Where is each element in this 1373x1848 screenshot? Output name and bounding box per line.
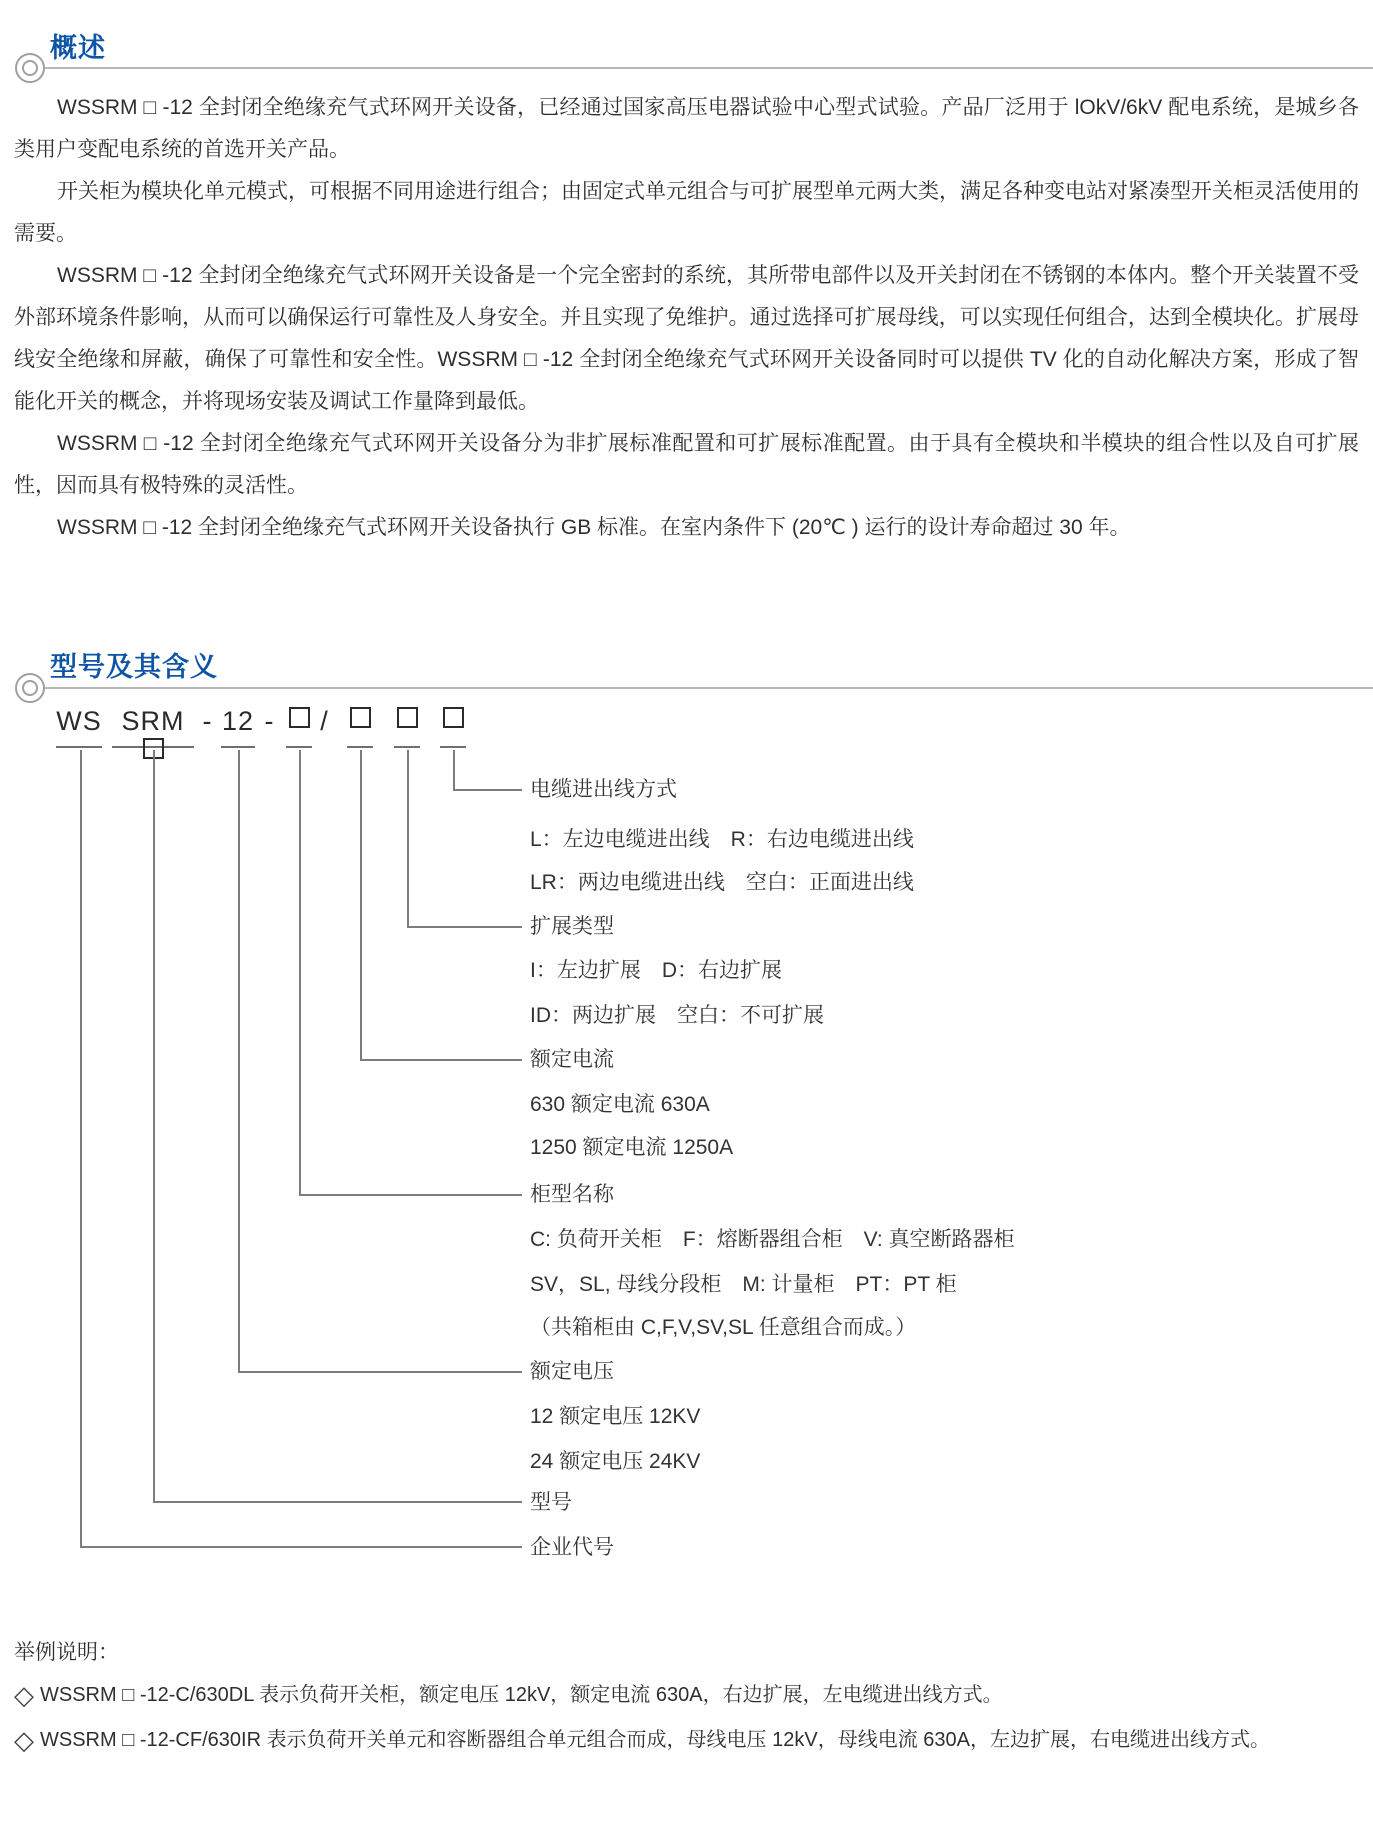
model-code-dash: - xyxy=(264,706,274,736)
label-cabinet-name-title: 柜型名称 xyxy=(530,1183,614,1206)
section-bullet-inner-ring xyxy=(22,60,38,76)
overview-paragraphs xyxy=(14,87,1359,549)
label-enterprise-code-title: 企业代号 xyxy=(530,1536,614,1559)
model-placeholder-box xyxy=(350,707,371,728)
label-rated-current-option: 1250 额定电流 1250A xyxy=(530,1136,734,1159)
section-bullet-icon xyxy=(15,53,45,83)
diamond-bullet-icon: ◇ xyxy=(14,1680,34,1710)
label-rated-current-option: 630 额定电流 630A xyxy=(530,1093,710,1116)
overview-paragraph: 开关柜为模块化单元模式，可根据不同用途进行组合；由固定式单元组合与可扩展型单元两大类，满足各种变电站对紧凑型开关柜灵活使用的需要。 xyxy=(14,180,1359,245)
label-cabinet-name-option: C: 负荷开关柜 F：熔断器组合柜 V: 真空断路器柜 xyxy=(530,1228,1015,1251)
label-cable-entry-title: 电缆进出线方式 xyxy=(530,778,677,801)
model-voltage-text: 12 xyxy=(221,706,255,736)
examples-heading: 举例说明： xyxy=(14,1641,119,1664)
label-cable-entry-option: LR：两边电缆进出线 空白：正面进出线 xyxy=(530,871,914,894)
label-rated-voltage-option: 24 额定电压 24KV xyxy=(530,1450,701,1473)
label-expansion-title: 扩展类型 xyxy=(530,915,614,938)
model-code-dash: - xyxy=(202,706,212,736)
label-rated-voltage-option: 12 额定电压 12KV xyxy=(530,1405,701,1428)
model-code-current xyxy=(347,706,373,748)
model-series-text: SRM xyxy=(121,706,185,736)
label-expansion-option: I：左边扩展 D：右边扩展 xyxy=(530,959,782,982)
label-expansion-option: ID：两边扩展 空白：不可扩展 xyxy=(530,1004,824,1027)
connector-line-cable-entry xyxy=(453,750,522,791)
label-rated-voltage-title: 额定电压 xyxy=(530,1360,614,1383)
label-cabinet-name-note: （共箱柜由 C,F,V,SV,SL 任意组合而成。） xyxy=(530,1316,917,1339)
example-text: WSSRM □ -12-CF/630IR 表示负荷开关单元和容断器组合单元组合而成，母线电压 12kV，母线电流 630A，左边扩展，右电缆进出线方式。 xyxy=(40,1729,1270,1751)
model-prefix-text: WS xyxy=(56,706,102,736)
model-placeholder-box xyxy=(397,707,418,728)
model-code-expansion xyxy=(394,706,420,748)
overview-section-title: 概述 xyxy=(50,33,106,63)
section-divider xyxy=(44,687,1373,689)
example-item xyxy=(14,1679,1003,1711)
label-cabinet-name-option: SV，SL, 母线分段柜 M: 计量柜 PT：PT 柜 xyxy=(530,1273,957,1296)
section-bullet-inner-ring xyxy=(22,680,38,696)
model-code-series xyxy=(112,706,194,748)
overview-paragraph: WSSRM □ -12 全封闭全绝缘充气式环网开关设备是一个完全密封的系统，其所带电部件以及开关封闭在不锈钢的本体内。整个开关装置不受外部环境条件影响，从而可以确保运行可靠性及人身安全。并且实现了免维护。通过选择可扩展母线，可以实现任何组合，达到全模块化。扩展母线安全绝缘和屏蔽，确保了可靠性和安全性。WSSRM □ -12 全封闭全绝缘充气式环网开关设备同时可以提供 TV 化的自动化解决方案，形成了智能化开关的概念，并将现场安装及调试工作量降到最低。 xyxy=(14,264,1359,413)
model-code-prefix xyxy=(56,706,102,748)
section-bullet-icon xyxy=(15,673,45,703)
model-code-cabinet-type xyxy=(286,706,312,748)
overview-paragraph: WSSRM □ -12 全封闭全绝缘充气式环网开关设备执行 GB 标准。在室内条件下 (20℃ ) 运行的设计寿命超过 30 年。 xyxy=(57,516,1131,539)
model-code-voltage xyxy=(221,706,255,748)
overview-paragraph: WSSRM □ -12 全封闭全绝缘充气式环网开关设备分为非扩展标准配置和可扩展标准配置。由于具有全模块和半模块的组合性以及自可扩展性，因而具有极特殊的灵活性。 xyxy=(14,432,1359,497)
overview-paragraph: WSSRM □ -12 全封闭全绝缘充气式环网开关设备，已经通过国家高压电器试验中心型式试验。产品厂泛用于 lOkV/6kV 配电系统，是城乡各类用户变配电系统的首选开关产品。 xyxy=(14,96,1359,161)
model-placeholder-box xyxy=(443,707,464,728)
label-cable-entry-option: L：左边电缆进出线 R：右边电缆进出线 xyxy=(530,828,914,851)
model-section-title: 型号及其含义 xyxy=(50,652,218,682)
label-rated-current-title: 额定电流 xyxy=(530,1048,614,1071)
diamond-bullet-icon: ◇ xyxy=(14,1725,34,1755)
example-text: WSSRM □ -12-C/630DL 表示负荷开关柜，额定电压 12kV，额定电流 630A，右边扩展，左电缆进出线方式。 xyxy=(40,1684,1003,1706)
label-model-title: 型号 xyxy=(530,1491,572,1514)
model-placeholder-box xyxy=(289,707,310,728)
example-item xyxy=(14,1724,1270,1756)
model-code-cable-entry xyxy=(440,706,466,748)
model-code-slash: / xyxy=(320,706,328,736)
section-divider xyxy=(44,67,1373,69)
